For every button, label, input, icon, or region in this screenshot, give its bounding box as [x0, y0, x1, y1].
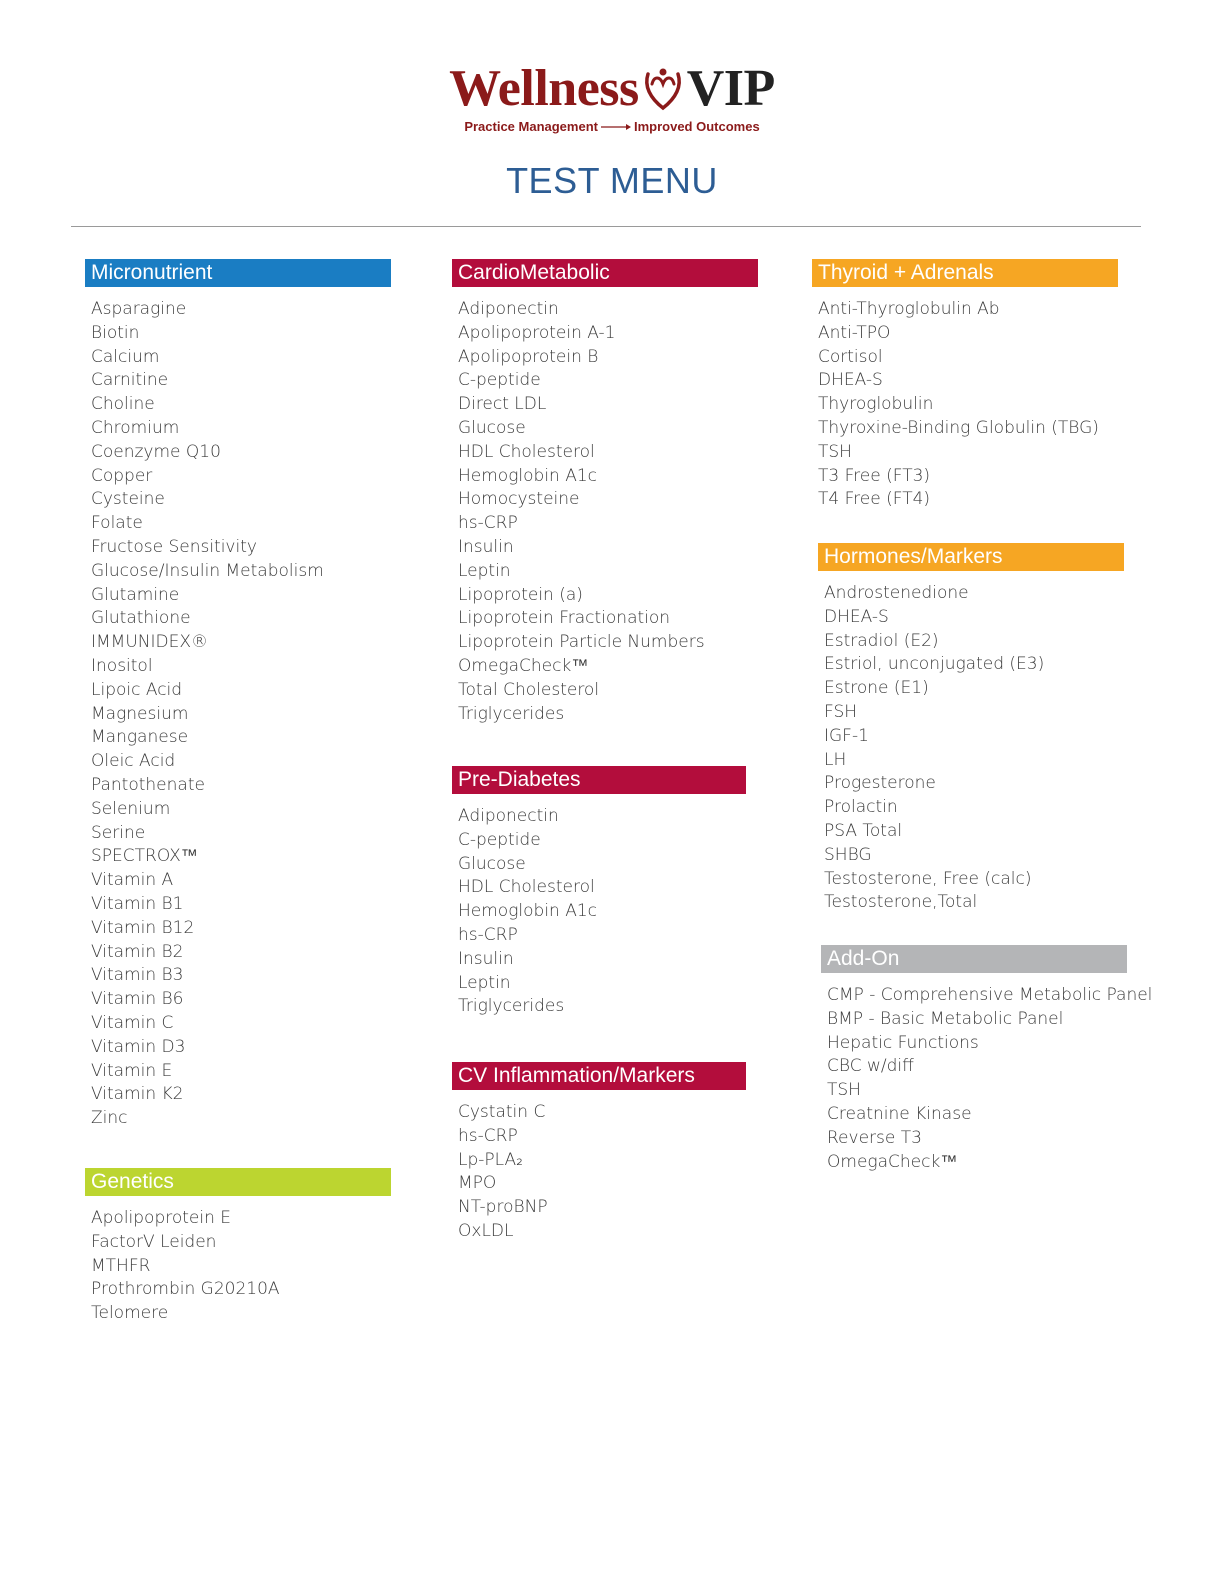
list-item: Lipoprotein Fractionation — [458, 608, 671, 629]
list-item: Vitamin E — [91, 1060, 173, 1081]
list-item: Folate — [91, 513, 143, 534]
section-header-prediabetes: Pre-Diabetes — [452, 766, 746, 794]
list-item: Estradiol (E2) — [824, 630, 939, 651]
list-item: Cysteine — [91, 489, 165, 510]
list-item: Pantothenate — [91, 774, 205, 795]
list-item: Vitamin B12 — [91, 917, 195, 938]
list-item: Hepatic Functions — [827, 1032, 979, 1053]
list-item: Coenzyme Q10 — [91, 441, 221, 462]
list-item: SHBG — [824, 844, 872, 865]
list-item: Prolactin — [824, 797, 898, 818]
list-item: Oleic Acid — [91, 751, 176, 772]
list-item: MTHFR — [91, 1255, 151, 1276]
list-item: Asparagine — [91, 299, 187, 319]
list-item: DHEA-S — [824, 606, 889, 627]
list-item: Glucose — [458, 417, 526, 438]
logo-tagline — [464, 119, 759, 134]
list-item: Vitamin B1 — [91, 893, 184, 914]
list-item: TSH — [827, 1080, 861, 1101]
list-item: Thyroglobulin — [818, 394, 934, 415]
list-item: Androstenedione — [824, 583, 969, 603]
list-item: Leptin — [458, 560, 511, 581]
list-item: Insulin — [458, 948, 514, 969]
list-item: Prothrombin G20210A — [91, 1279, 280, 1300]
list-item: Anti-TPO — [818, 322, 891, 343]
list-item: PSA Total — [824, 820, 903, 841]
list-item: SPECTROX™ — [91, 846, 198, 867]
list-item: Vitamin A — [91, 870, 174, 891]
list-cardiometabolic — [452, 298, 758, 726]
list-item: Homocysteine — [458, 489, 580, 510]
list-item: Testosterone,Total — [824, 892, 978, 913]
list-item: Thyroxine-Binding Globulin (TBG) — [818, 417, 1099, 438]
list-item: Triglycerides — [458, 996, 565, 1017]
list-item: NT-proBNP — [458, 1197, 548, 1218]
list-item: IGF-1 — [824, 725, 869, 746]
list-item: Glutathione — [91, 608, 191, 629]
section-header-cv-inflammation: CV Inflammation/Markers — [452, 1062, 746, 1090]
list-item: HDL Cholesterol — [458, 877, 595, 898]
section-prediabetes — [452, 766, 746, 1019]
list-item: CMP - Comprehensive Metabolic Panel — [827, 985, 1153, 1005]
section-micronutrient — [85, 259, 391, 1131]
list-item: Manganese — [91, 727, 189, 748]
list-item: hs-CRP — [458, 1125, 518, 1146]
list-item: OmegaCheck™ — [458, 655, 589, 676]
list-hormones-markers — [818, 582, 1124, 915]
list-item: Serine — [91, 822, 146, 843]
list-item: Zinc — [91, 1108, 128, 1129]
section-thyroid-adrenals — [812, 259, 1118, 512]
list-item: Adiponectin — [458, 806, 559, 826]
list-item: Vitamin D3 — [91, 1036, 186, 1057]
list-item: Estriol, unconjugated (E3) — [824, 654, 1045, 675]
list-item: Anti-Thyroglobulin Ab — [818, 299, 1000, 319]
list-item: Glutamine — [91, 584, 180, 605]
list-item: Direct LDL — [458, 394, 547, 415]
list-item: Glucose — [458, 853, 526, 874]
section-genetics — [85, 1168, 391, 1326]
logo — [0, 60, 1224, 136]
list-item: Cortisol — [818, 346, 883, 367]
list-item: FactorV Leiden — [91, 1231, 217, 1252]
list-item: OmegaCheck™ — [827, 1151, 958, 1172]
list-item: Creatnine Kinase — [827, 1103, 972, 1124]
list-item: Chromium — [91, 417, 180, 438]
section-header-thyroid-adrenals: Thyroid + Adrenals — [812, 259, 1118, 287]
list-item: Selenium — [91, 798, 171, 819]
list-item: Glucose/Insulin Metabolism — [91, 560, 324, 581]
list-add-on — [821, 984, 1153, 1174]
list-item: DHEA-S — [818, 370, 883, 391]
list-item: Vitamin B2 — [91, 941, 184, 962]
list-item: Lipoprotein Particle Numbers — [458, 632, 705, 653]
list-item: LH — [824, 749, 847, 770]
list-item: CBC w/diff — [827, 1056, 914, 1077]
list-item: Choline — [91, 394, 155, 415]
list-item: Vitamin B3 — [91, 965, 184, 986]
list-item: Cystatin C — [458, 1102, 546, 1122]
list-item: Vitamin C — [91, 1012, 174, 1033]
list-item: Inositol — [91, 655, 153, 676]
list-item: BMP - Basic Metabolic Panel — [827, 1008, 1064, 1029]
list-thyroid-adrenals — [812, 298, 1118, 512]
list-item: Progesterone — [824, 773, 936, 794]
list-item: Apolipoprotein A-1 — [458, 322, 616, 343]
logo-word-vip: VIP — [686, 60, 775, 117]
list-item: Carnitine — [91, 370, 169, 391]
list-item: Insulin — [458, 536, 514, 557]
list-micronutrient — [85, 298, 391, 1131]
section-header-cardiometabolic: CardioMetabolic — [452, 259, 758, 287]
section-add-on — [821, 945, 1153, 1174]
list-item: Adiponectin — [458, 299, 559, 319]
list-item: Calcium — [91, 346, 160, 367]
list-item: Apolipoprotein B — [458, 346, 599, 367]
section-cv-inflammation — [452, 1062, 746, 1244]
list-item: C-peptide — [458, 829, 541, 850]
list-item: Apolipoprotein E — [91, 1208, 232, 1228]
list-item: Leptin — [458, 972, 511, 993]
section-cardiometabolic — [452, 259, 758, 726]
list-item: Testosterone, Free (calc) — [824, 868, 1032, 889]
list-item: Hemoglobin A1c — [458, 465, 598, 486]
heart-swoosh-icon — [640, 64, 686, 112]
section-header-hormones-markers: Hormones/Markers — [818, 543, 1124, 571]
list-item: T4 Free (FT4) — [818, 489, 931, 510]
list-item: T3 Free (FT3) — [818, 465, 931, 486]
list-item: OxLDL — [458, 1220, 514, 1241]
list-item: Magnesium — [91, 703, 189, 724]
list-item: hs-CRP — [458, 924, 518, 945]
list-item: Estrone (E1) — [824, 678, 929, 699]
list-prediabetes — [452, 805, 746, 1019]
list-item: Fructose Sensitivity — [91, 536, 257, 557]
arrow-right-icon — [600, 122, 632, 132]
list-item: Copper — [91, 465, 153, 486]
list-item: Vitamin B6 — [91, 989, 184, 1010]
list-genetics — [85, 1207, 391, 1326]
list-item: Lipoic Acid — [91, 679, 183, 700]
section-header-genetics: Genetics — [85, 1168, 391, 1196]
list-item: Reverse T3 — [827, 1127, 922, 1148]
list-item: Total Cholesterol — [458, 679, 600, 700]
list-item: TSH — [818, 441, 852, 462]
list-item: C-peptide — [458, 370, 541, 391]
list-item: HDL Cholesterol — [458, 441, 595, 462]
section-header-micronutrient: Micronutrient — [85, 259, 391, 287]
list-cv-inflammation — [452, 1101, 746, 1244]
list-item: hs-CRP — [458, 513, 518, 534]
list-item: Vitamin K2 — [91, 1084, 184, 1105]
tagline-left: Practice Management — [464, 119, 598, 134]
list-item: MPO — [458, 1173, 497, 1194]
list-item: IMMUNIDEX® — [91, 632, 208, 653]
logo-word-wellness: Wellness — [449, 60, 639, 117]
list-item: Lp-PLA₂ — [458, 1149, 523, 1170]
section-header-add-on: Add-On — [821, 945, 1127, 973]
list-item: Telomere — [91, 1303, 169, 1324]
list-item: FSH — [824, 701, 858, 722]
divider — [71, 226, 1141, 227]
list-item: Hemoglobin A1c — [458, 901, 598, 922]
page-title: TEST MENU — [506, 160, 718, 201]
section-hormones-markers — [818, 543, 1124, 915]
list-item: Biotin — [91, 322, 140, 343]
tagline-right: Improved Outcomes — [633, 119, 760, 134]
list-item: Triglycerides — [458, 703, 565, 724]
list-item: Lipoprotein (a) — [458, 584, 583, 605]
